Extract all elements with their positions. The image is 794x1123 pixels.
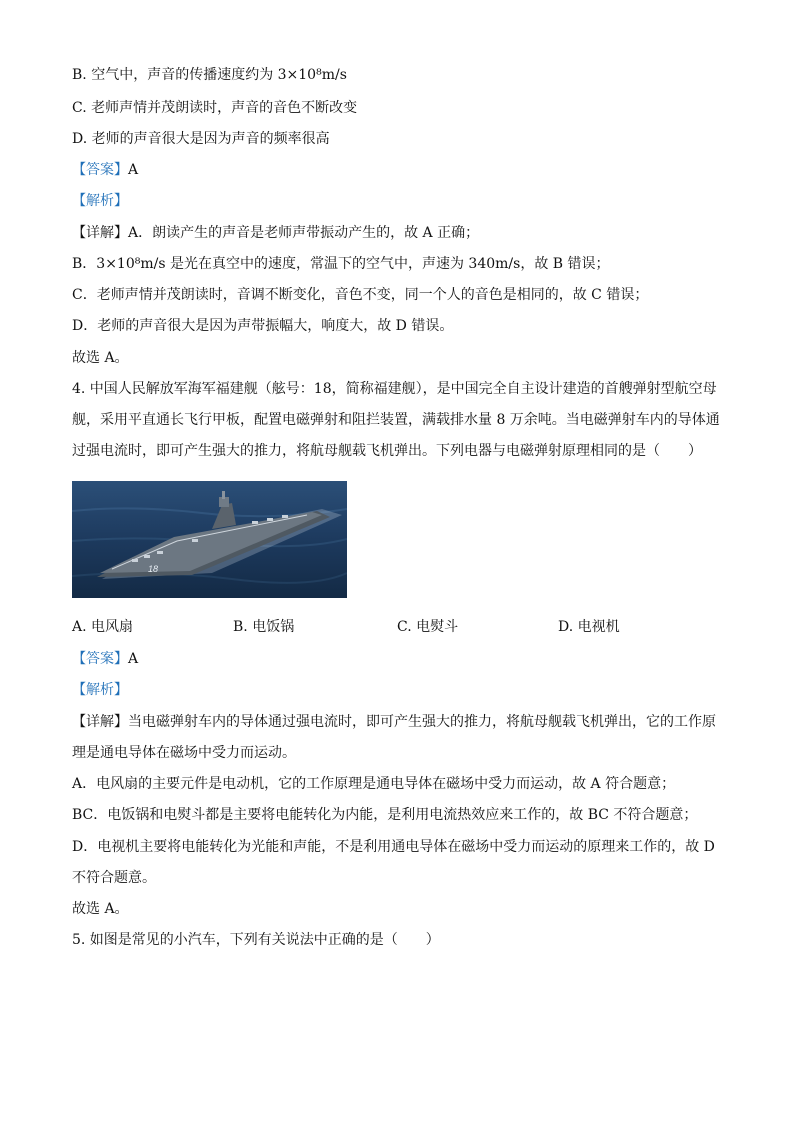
q3-answer <box>72 161 138 179</box>
q4-option-a: A. 电风扇 <box>72 619 134 635</box>
answer-value: A <box>128 651 139 667</box>
q3-detail-a <box>72 224 479 242</box>
analysis-tag: 【解析】 <box>72 193 128 209</box>
q4-analysis <box>72 681 128 699</box>
q4-stem-line-2: 舰，采用平直通长飞行甲板，配置电磁弹射和阻拦装置，满载排水量 8 万余吨。当电磁弹射车内的导体通 <box>72 412 720 428</box>
q4-answer <box>72 650 138 668</box>
detail-text: A．朗读产生的声音是老师声带振动产生的，故 A 正确； <box>128 225 480 241</box>
q3-detail-d: D．老师的声音很大是因为声带振幅大，响度大，故 D 错误。 <box>72 318 454 334</box>
analysis-tag: 【解析】 <box>72 682 128 698</box>
q4-detail-bc: BC．电饭锅和电熨斗都是主要将电能转化为内能，是利用电流热效应来工作的，故 BC 不符合题意； <box>72 807 698 823</box>
q4-option-b: B. 电饭锅 <box>233 619 295 635</box>
q4-detail-line-1 <box>72 713 716 731</box>
q4-detail-d-line-1: D．电视机主要将电能转化为光能和声能，不是利用通电导体在磁场中受力而运动的原理来工作的，故 D <box>72 839 715 855</box>
q4-detail-d-line-2: 不符合题意。 <box>72 870 156 886</box>
q3-analysis <box>72 192 128 210</box>
answer-value: A <box>128 162 139 178</box>
detail-text: 当电磁弹射车内的导体通过强电流时，即可产生强大的推力，将航母舰载飞机弹出，它的工作原 <box>128 714 716 730</box>
q4-detail-a: A．电风扇的主要元件是电动机，它的工作原理是通电导体在磁场中受力而运动，故 A 符合题意； <box>72 776 676 792</box>
q3-conclusion: 故选 A。 <box>72 350 129 366</box>
q3-detail-b: B．3×10⁸m/s 是光在真空中的速度，常温下的空气中，声速为 340m/s，故 B 错误； <box>72 256 610 272</box>
answer-tag: 【答案】 <box>72 651 128 667</box>
answer-tag: 【答案】 <box>72 162 128 178</box>
q4-conclusion: 故选 A。 <box>72 901 129 917</box>
q4-stem-line-3: 过强电流时，即可产生强大的推力，将航母舰载飞机弹出。下列电器与电磁弹射原理相同的是（ ） <box>72 443 702 459</box>
detail-tag: 【详解】 <box>72 714 128 730</box>
q3-option-d: D. 老师的声音很大是因为声音的频率很高 <box>72 131 330 147</box>
q3-option-c: C. 老师声情并茂朗读时，声音的音色不断改变 <box>72 100 358 116</box>
q4-option-c: C. 电熨斗 <box>397 619 459 635</box>
q4-detail-line-2: 理是通电导体在磁场中受力而运动。 <box>72 745 296 761</box>
hull-number: 18 <box>148 564 159 574</box>
detail-tag: 【详解】 <box>72 225 128 241</box>
q4-stem-line-1: 4. 中国人民解放军海军福建舰（舷号：18，简称福建舰），是中国完全自主设计建造的首艘弹射型航空母 <box>72 381 717 397</box>
aircraft-carrier-image <box>72 481 347 598</box>
q3-detail-c: C．老师声情并茂朗读时，音调不断变化，音色不变，同一个人的音色是相同的，故 C 错误； <box>72 287 649 303</box>
q5-stem: 5. 如图是常见的小汽车，下列有关说法中正确的是（ ） <box>72 932 440 948</box>
q4-option-d: D. 电视机 <box>558 619 620 635</box>
q3-option-b: B. 空气中，声音的传播速度约为 3×10⁸m/s <box>72 67 347 83</box>
